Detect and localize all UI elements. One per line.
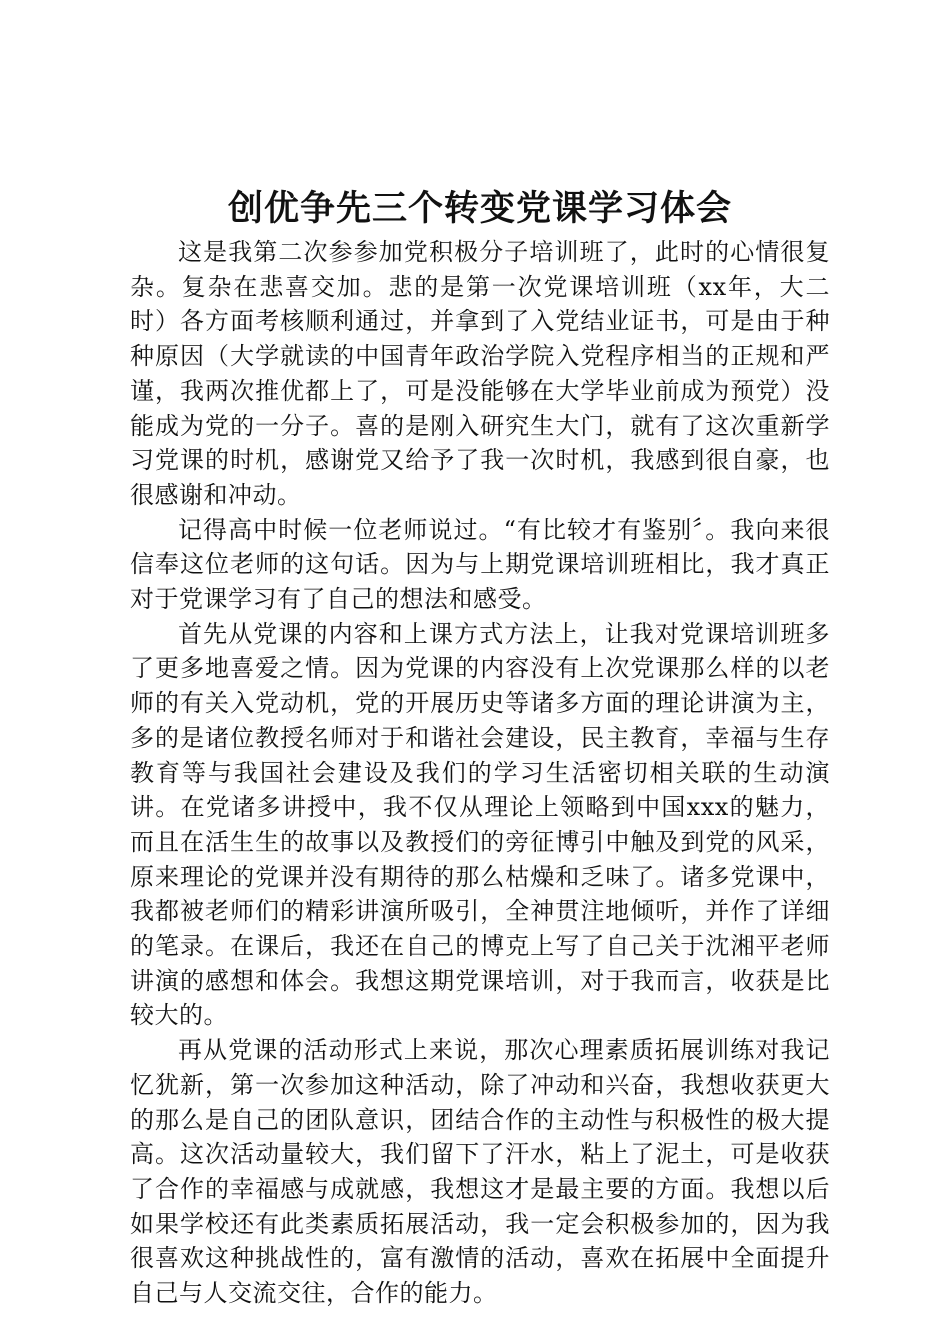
paragraph-1: 这是我第二次参参加党积极分子培训班了，此时的心情很复杂。复杂在悲喜交加。悲的是第一次党课培训班（xx年，大二时）各方面考核顺利通过，并拿到了入党结业证书，可是由于种种原因（大学就读的中国青年政治学院入党程序相当的正规和严谨，我两次推优都上了，可是没能够在大学毕业前成为预党）没能成为党的一分子。喜的是刚入研究生大门，就有了这次重新学习党课的时机，感谢党又给予了我一次时机，我感到很自豪，也很感谢和冲动。: [130, 238, 830, 509]
paragraph-2: 记得高中时候一位老师说过。“有比较才有鉴别〞。我向来很信奉这位老师的这句话。因为与上期党课培训班相比，我才真正对于党课学习有了自己的想法和感受。: [130, 515, 830, 614]
paragraph-3: 首先从党课的内容和上课方式方法上，让我对党课培训班多了更多地喜爱之情。因为党课的内容没有上次党课那么样的以老师的有关入党动机，党的开展历史等诸多方面的理论讲演为主，多的是诸位教授名师对于和谐社会建设，民主教育，幸福与生存教育等与我国社会建设及我们的学习生活密切相关联的生动演讲。在党诸多讲授中，我不仅从理论上领略到中国xxx的魅力，而且在活生生的故事以及教授们的旁征博引中触及到党的风采，原来理论的党课并没有期待的那么枯燥和乏味了。诸多党课中，我都被老师们的精彩讲演所吸引，全神贯注地倾听，并作了详细的笔录。在课后，我还在自己的博克上写了自己关于沈湘平老师讲演的感想和体会。我想这期党课培训，对于我而言，收获是比较大的。: [130, 619, 830, 1030]
paragraph-4: 再从党课的活动形式上来说，那次心理素质拓展训练对我记忆犹新，第一次参加这种活动，除了冲动和兴奋，我想收获更大的那么是自己的团队意识，团结合作的主动性与积极性的极大提高。这次活动量较大，我们留下了汗水，粘上了泥土，可是收获了合作的幸福感与成就感，我想这才是最主要的方面。我想以后如果学校还有此类素质拓展活动，我一定会积极参加的，因为我很喜欢这种挑战性的，富有激情的活动，喜欢在拓展中全面提升自己与人交流交往，合作的能力。: [130, 1036, 830, 1308]
document-body: [130, 235, 830, 1311]
document-title: 创优争先三个转变党课学习体会: [227, 188, 732, 229]
